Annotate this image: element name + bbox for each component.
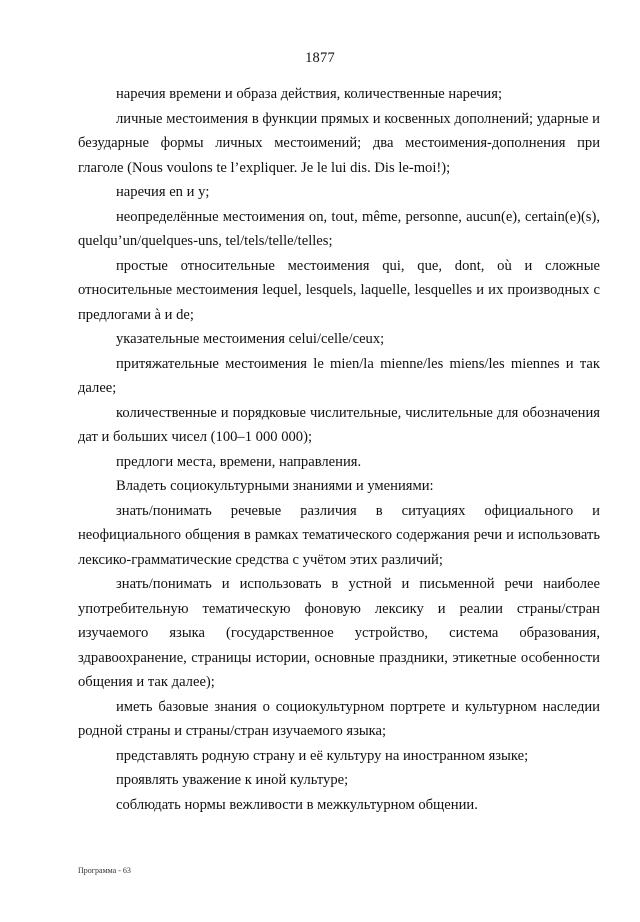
page-footer: Программа - 63 — [78, 866, 131, 875]
paragraph-adverbs: наречия времени и образа действия, количественные наречия; — [116, 86, 503, 102]
paragraph-speech-differences: знать/понимать речевые различия в ситуациях официального и неофициального общения в рамках тематического содержания речи и использовать лексико-грамматические средства с учётом этих различий; — [78, 502, 600, 568]
paragraph-politeness: соблюдать нормы вежливости в межкультурном общении. — [116, 796, 478, 813]
paragraph-numerals: количественные и порядковые числительные, числительные для обозначения дат и больших чисел (100–1 000 000); — [78, 404, 600, 445]
page-number: 1877 — [305, 50, 335, 66]
body-text — [78, 82, 600, 817]
paragraph-personal-pronouns: личные местоимения в функции прямых и косвенных дополнений; ударные и безударные формы личных местоимений; два местоимения-дополнения при глаголе (Nous voulons te l’expliquer. Je le lui dis. Dis le-moi!); — [78, 110, 600, 176]
paragraph-prepositions: предлоги места, времени, направления. — [116, 453, 362, 470]
paragraph-sociocultural-heading: Владеть социокультурными знаниями и умениями: — [116, 478, 434, 494]
paragraph-demonstrative-pronouns: указательные местоимения celui/celle/ceux; — [116, 331, 385, 347]
paragraph-indefinite-pronouns: неопределённые местоимения on, tout, même, personne, aucun(e), certain(e)(s), quelqu’un/quelques-uns, tel/tels/telle/telles; — [78, 208, 600, 249]
paragraph-background-vocabulary: знать/понимать и использовать в устной и письменной речи наиболее употребительную тематическую фоновую лексику и реалии страны/стран изучаемого языка (государственное устройство, система образования, здравоохранение, страницы истории, основные праздники, этикетные особенности общения и так далее); — [78, 576, 600, 690]
paragraph-possessive-pronouns: притяжательные местоимения le mien/la mienne/les miens/les miennes и так далее; — [78, 355, 600, 396]
paragraph-relative-pronouns: простые относительные местоимения qui, que, dont, où и сложные относительные местоимения lequel, lesquels, laquelle, lesquelles и их производных с предлогами à и de; — [78, 257, 600, 323]
paragraph-present-country: представлять родную страну и её культуру на иностранном языке; — [116, 747, 529, 764]
paragraph-en-y: наречия en и y; — [116, 184, 210, 200]
paragraph-respect-culture: проявлять уважение к иной культуре; — [116, 772, 349, 788]
paragraph-cultural-heritage: иметь базовые знания о социокультурном портрете и культурном наследии родной страны и страны/стран изучаемого языка; — [78, 698, 600, 739]
